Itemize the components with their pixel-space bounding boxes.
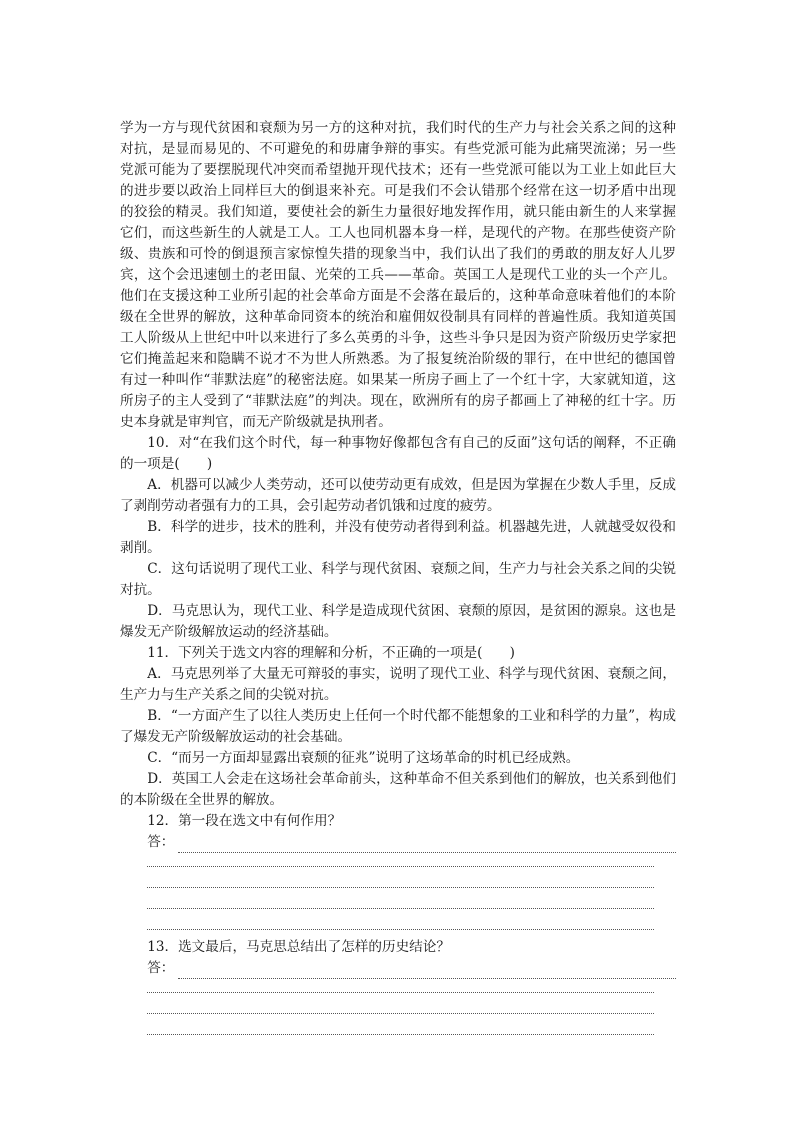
passage-paragraph: 学为一方与现代贫困和衰颓为另一方的这种对抗，我们时代的生产力与社会关系之间的这种对抗，是显而易见的、不可避免的和毋庸争辩的事实。有些党派可能为此痛哭流涕；另一些党派可能为了要摆脱现代冲突而希望抛开现代技术；还有一些党派可能以为工业上如此巨大的进步要以政治上同样巨大的倒退来补充。可是我们不会认错那个经常在这一切矛盾中出现的狡狯的精灵。我们知道，要使社会的新生力量很好地发挥作用，就只能由新生的人来掌握它们，而这些新生的人就是工人。工人也同机器本身一样，是现代的产物。在那些使资产阶级、贵族和可怜的倒退预言家惊惶失措的现象当中，我们认出了我们的勇敢的朋友好人儿罗宾，这个会迅速刨土的老田鼠、光荣的工兵——革命。英国工人是现代工业的头一个产儿。他们在支援这种工业所引起的社会革命方面是不会落在最后的，这种革命意味着他们的本阶级在全世界的解放，这种革命同资本的统治和雇佣奴役制具有同样的普遍性质。我知道英国工人阶级从上世纪中叶以来进行了多么英勇的斗争，这些斗争只是因为资产阶级历史学家把它们掩盖起来和隐瞒不说才不为世人所熟悉。为了报复统治阶级的罪行，在中世纪的德国曾有过一种叫作“菲默法庭”的秘密法庭。如果某一所房子画上了一个红十字，大家就知道，这所房子的主人受到了“菲默法庭”的判决。现在，欧洲所有的房子都画上了神秘的红十字。历史本身就是审判官，而无产阶级就是执刑者。 (120, 120, 676, 430)
question-stem: 12．第一段在选文中有何作用？ (147, 813, 342, 829)
option-d: D．马克思认为，现代工业、科学是造成现代贫困、衰颓的原因，是贫困的源泉。这也是爆发无产阶级解放运动的经济基础。 (120, 603, 676, 640)
answer-line[interactable] (178, 964, 676, 979)
answer-line[interactable] (147, 1000, 654, 1021)
answer-label: 答： (147, 834, 175, 850)
answer-line[interactable] (147, 1021, 654, 1042)
answer-area[interactable] (120, 832, 676, 937)
question-11 (120, 643, 676, 811)
answer-line[interactable] (147, 979, 654, 1000)
question-10 (120, 433, 676, 643)
answer-line[interactable] (147, 853, 654, 874)
option-a: A．机器可以减少人类劳动，还可以使劳动更有成效，但是因为掌握在少数人手里，反成了剥削劳动者强有力的工具，会引起劳动者饥饿和过度的疲劳。 (120, 477, 676, 514)
question-stem: 11．下列关于选文内容的理解和分析，不正确的一项是( ) (147, 645, 515, 661)
answer-line[interactable] (178, 838, 676, 853)
option-c: C．“而另一方面却显露出衰颓的征兆”说明了这场革命的时机已经成熟。 (147, 750, 580, 766)
answer-label: 答： (147, 960, 175, 976)
question-13 (120, 937, 676, 1042)
option-b: B．“一方面产生了以往人类历史上任何一个时代都不能想象的工业和科学的力量”，构成了爆发无产阶级解放运动的社会基础。 (120, 708, 676, 745)
answer-line[interactable] (147, 874, 654, 895)
question-12 (120, 811, 676, 937)
answer-line[interactable] (147, 916, 654, 937)
option-b: B．科学的进步，技术的胜利，并没有使劳动者得到利益。机器越先进，人就越受奴役和剥削。 (120, 519, 676, 556)
document-page (120, 118, 676, 1042)
answer-line[interactable] (147, 895, 654, 916)
option-d: D．英国工人会走在这场社会革命前头，这种革命不但关系到他们的解放，也关系到他们的本阶级在全世界的解放。 (120, 771, 676, 808)
question-stem: 13．选文最后，马克思总结出了怎样的历史结论？ (147, 939, 450, 955)
option-c: C．这句话说明了现代工业、科学与现代贫困、衰颓之间，生产力与社会关系之间的尖锐对抗。 (120, 561, 676, 598)
question-stem: 10．对“在我们这个时代，每一种事物好像都包含有自己的反面”这句话的阐释，不正确的一项是( ) (120, 435, 676, 472)
option-a: A．马克思列举了大量无可辩驳的事实，说明了现代工业、科学与现代贫困、衰颓之间，生产力与生产关系之间的尖锐对抗。 (120, 666, 676, 703)
answer-area[interactable] (120, 958, 676, 1042)
